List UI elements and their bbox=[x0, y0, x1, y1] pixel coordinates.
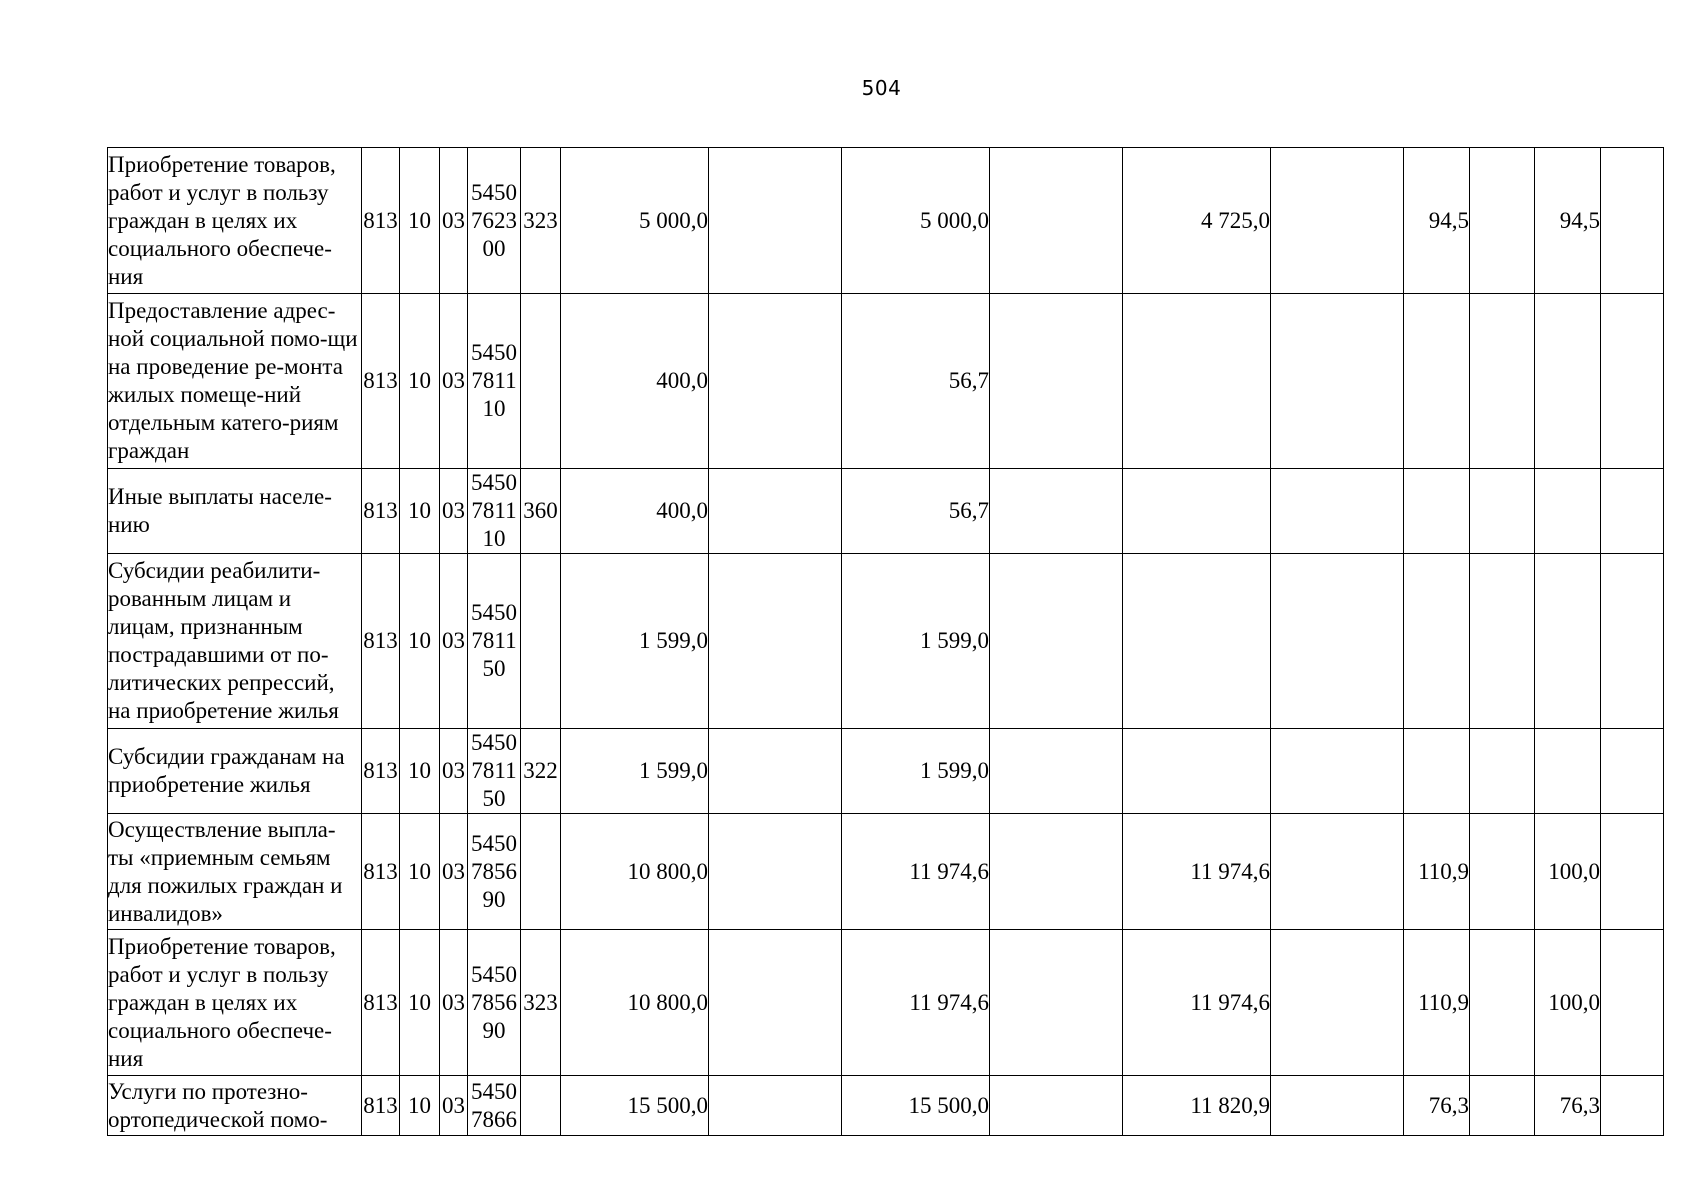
row-name: Приобретение товаров, работ и услуг в пользу граждан в целях их социального обеспече-ния bbox=[108, 930, 362, 1076]
plan-extra-value bbox=[709, 814, 842, 930]
percent-of-plan: 94,5 bbox=[1404, 148, 1470, 294]
budget-table bbox=[107, 147, 1664, 1136]
percent-of-refined-extra bbox=[1601, 729, 1664, 814]
plan-value: 1 599,0 bbox=[561, 554, 709, 729]
section-code: 10 bbox=[400, 1076, 440, 1136]
percent-of-refined-extra bbox=[1601, 814, 1664, 930]
percent-of-plan-extra bbox=[1470, 469, 1535, 554]
percent-of-plan-extra bbox=[1470, 814, 1535, 930]
section-code: 10 bbox=[400, 469, 440, 554]
ved-code: 813 bbox=[362, 814, 400, 930]
row-name: Иные выплаты населе-нию bbox=[108, 469, 362, 554]
target-article-code: 5450 7811 10 bbox=[468, 294, 521, 469]
percent-of-refined: 100,0 bbox=[1535, 930, 1601, 1076]
plan-extra-value bbox=[709, 469, 842, 554]
row-name: Субсидии гражданам на приобретение жилья bbox=[108, 729, 362, 814]
refined-extra-value bbox=[990, 930, 1123, 1076]
refined-extra-value bbox=[990, 814, 1123, 930]
executed-value: 11 974,6 bbox=[1123, 930, 1271, 1076]
plan-extra-value bbox=[709, 1076, 842, 1136]
refined-extra-value bbox=[990, 294, 1123, 469]
section-code: 10 bbox=[400, 930, 440, 1076]
executed-extra-value bbox=[1271, 729, 1404, 814]
executed-extra-value bbox=[1271, 469, 1404, 554]
percent-of-refined-extra bbox=[1601, 294, 1664, 469]
expense-type-code: 322 bbox=[521, 729, 561, 814]
plan-extra-value bbox=[709, 294, 842, 469]
target-article-code: 5450 7811 10 bbox=[468, 469, 521, 554]
percent-of-plan: 110,9 bbox=[1404, 814, 1470, 930]
ved-code: 813 bbox=[362, 729, 400, 814]
executed-extra-value bbox=[1271, 554, 1404, 729]
subsection-code: 03 bbox=[440, 729, 468, 814]
percent-of-plan bbox=[1404, 554, 1470, 729]
target-article-code: 5450 7866 bbox=[468, 1076, 521, 1136]
table-row bbox=[108, 554, 1664, 729]
refined-value: 56,7 bbox=[842, 469, 990, 554]
refined-value: 5 000,0 bbox=[842, 148, 990, 294]
percent-of-refined bbox=[1535, 469, 1601, 554]
plan-value: 10 800,0 bbox=[561, 814, 709, 930]
row-name: Предоставление адрес-ной социальной помо-щи на проведение ре-монта жилых помеще-ний отдельным катего-риям граждан bbox=[108, 294, 362, 469]
ved-code: 813 bbox=[362, 148, 400, 294]
percent-of-plan bbox=[1404, 469, 1470, 554]
expense-type-code bbox=[521, 554, 561, 729]
page-number: 504 bbox=[861, 76, 902, 100]
target-article-code: 5450 7856 90 bbox=[468, 814, 521, 930]
ved-code: 813 bbox=[362, 294, 400, 469]
target-article-code: 5450 7856 90 bbox=[468, 930, 521, 1076]
ved-code: 813 bbox=[362, 1076, 400, 1136]
plan-value: 5 000,0 bbox=[561, 148, 709, 294]
expense-type-code bbox=[521, 814, 561, 930]
percent-of-refined-extra bbox=[1601, 554, 1664, 729]
percent-of-plan-extra bbox=[1470, 930, 1535, 1076]
subsection-code: 03 bbox=[440, 1076, 468, 1136]
table-row bbox=[108, 930, 1664, 1076]
percent-of-plan-extra bbox=[1470, 1076, 1535, 1136]
percent-of-refined-extra bbox=[1601, 930, 1664, 1076]
plan-extra-value bbox=[709, 148, 842, 294]
expense-type-code: 360 bbox=[521, 469, 561, 554]
target-article-code: 5450 7811 50 bbox=[468, 554, 521, 729]
percent-of-plan-extra bbox=[1470, 294, 1535, 469]
refined-extra-value bbox=[990, 469, 1123, 554]
row-name: Приобретение товаров, работ и услуг в пользу граждан в целях их социального обеспече-ния bbox=[108, 148, 362, 294]
target-article-code: 5450 7623 00 bbox=[468, 148, 521, 294]
section-code: 10 bbox=[400, 294, 440, 469]
percent-of-refined: 100,0 bbox=[1535, 814, 1601, 930]
refined-value: 11 974,6 bbox=[842, 814, 990, 930]
percent-of-plan bbox=[1404, 294, 1470, 469]
expense-type-code: 323 bbox=[521, 148, 561, 294]
percent-of-refined: 94,5 bbox=[1535, 148, 1601, 294]
expense-type-code bbox=[521, 294, 561, 469]
executed-extra-value bbox=[1271, 294, 1404, 469]
table-row bbox=[108, 469, 1664, 554]
executed-value bbox=[1123, 469, 1271, 554]
executed-value bbox=[1123, 554, 1271, 729]
subsection-code: 03 bbox=[440, 930, 468, 1076]
table-row bbox=[108, 294, 1664, 469]
table-row bbox=[108, 814, 1664, 930]
refined-value: 56,7 bbox=[842, 294, 990, 469]
row-name: Субсидии реабилити-рованным лицам и лицам, признанным пострадавшими от по-литических репрессий, на приобретение жилья bbox=[108, 554, 362, 729]
refined-extra-value bbox=[990, 1076, 1123, 1136]
percent-of-refined bbox=[1535, 554, 1601, 729]
expense-type-code bbox=[521, 1076, 561, 1136]
percent-of-plan-extra bbox=[1470, 554, 1535, 729]
subsection-code: 03 bbox=[440, 148, 468, 294]
plan-extra-value bbox=[709, 554, 842, 729]
section-code: 10 bbox=[400, 554, 440, 729]
plan-value: 1 599,0 bbox=[561, 729, 709, 814]
plan-extra-value bbox=[709, 930, 842, 1076]
subsection-code: 03 bbox=[440, 294, 468, 469]
plan-value: 10 800,0 bbox=[561, 930, 709, 1076]
refined-extra-value bbox=[990, 148, 1123, 294]
target-article-code: 5450 7811 50 bbox=[468, 729, 521, 814]
percent-of-plan: 110,9 bbox=[1404, 930, 1470, 1076]
refined-extra-value bbox=[990, 554, 1123, 729]
executed-value bbox=[1123, 729, 1271, 814]
percent-of-refined-extra bbox=[1601, 148, 1664, 294]
plan-extra-value bbox=[709, 729, 842, 814]
percent-of-plan: 76,3 bbox=[1404, 1076, 1470, 1136]
executed-extra-value bbox=[1271, 930, 1404, 1076]
executed-value: 11 820,9 bbox=[1123, 1076, 1271, 1136]
percent-of-refined bbox=[1535, 729, 1601, 814]
ved-code: 813 bbox=[362, 554, 400, 729]
percent-of-refined-extra bbox=[1601, 469, 1664, 554]
table-row bbox=[108, 148, 1664, 294]
executed-value bbox=[1123, 294, 1271, 469]
row-name: Осуществление выпла-ты «приемным семьям для пожилых граждан и инвалидов» bbox=[108, 814, 362, 930]
refined-value: 1 599,0 bbox=[842, 729, 990, 814]
refined-value: 11 974,6 bbox=[842, 930, 990, 1076]
executed-value: 11 974,6 bbox=[1123, 814, 1271, 930]
table-row bbox=[108, 1076, 1664, 1136]
table-row bbox=[108, 729, 1664, 814]
subsection-code: 03 bbox=[440, 469, 468, 554]
refined-value: 15 500,0 bbox=[842, 1076, 990, 1136]
subsection-code: 03 bbox=[440, 814, 468, 930]
ved-code: 813 bbox=[362, 930, 400, 1076]
percent-of-refined-extra bbox=[1601, 1076, 1664, 1136]
executed-extra-value bbox=[1271, 814, 1404, 930]
refined-extra-value bbox=[990, 729, 1123, 814]
plan-value: 400,0 bbox=[561, 294, 709, 469]
refined-value: 1 599,0 bbox=[842, 554, 990, 729]
section-code: 10 bbox=[400, 814, 440, 930]
executed-extra-value bbox=[1271, 1076, 1404, 1136]
plan-value: 400,0 bbox=[561, 469, 709, 554]
subsection-code: 03 bbox=[440, 554, 468, 729]
section-code: 10 bbox=[400, 729, 440, 814]
executed-extra-value bbox=[1271, 148, 1404, 294]
section-code: 10 bbox=[400, 148, 440, 294]
row-name: Услуги по протезно-ортопедической помо- bbox=[108, 1076, 362, 1136]
percent-of-plan-extra bbox=[1470, 729, 1535, 814]
executed-value: 4 725,0 bbox=[1123, 148, 1271, 294]
expense-type-code: 323 bbox=[521, 930, 561, 1076]
percent-of-refined bbox=[1535, 294, 1601, 469]
ved-code: 813 bbox=[362, 469, 400, 554]
plan-value: 15 500,0 bbox=[561, 1076, 709, 1136]
percent-of-plan-extra bbox=[1470, 148, 1535, 294]
percent-of-refined: 76,3 bbox=[1535, 1076, 1601, 1136]
percent-of-plan bbox=[1404, 729, 1470, 814]
